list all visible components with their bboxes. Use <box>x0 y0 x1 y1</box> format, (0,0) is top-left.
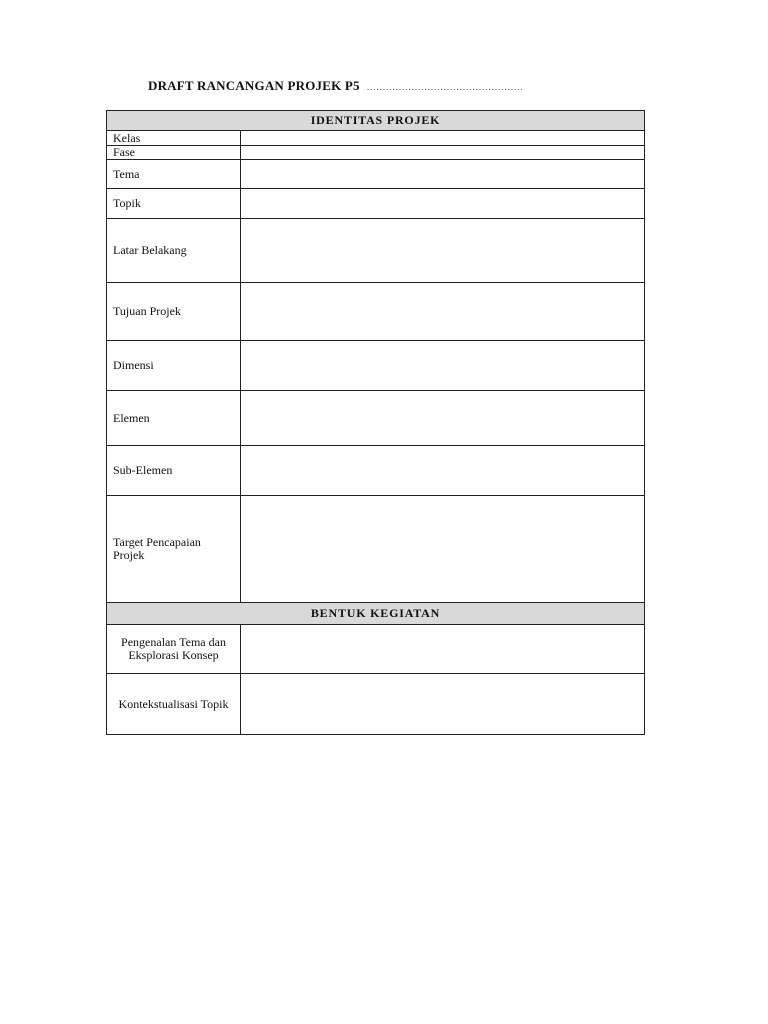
row-label-kontekstualisasi-topik: Kontekstualisasi Topik <box>107 674 241 735</box>
input-cell-kontekstualisasi-topik[interactable] <box>241 674 645 735</box>
row-label-topik: Topik <box>107 189 241 219</box>
row-label-tujuan-projek: Tujuan Projek <box>107 283 241 341</box>
row-label-tema: Tema <box>107 160 241 189</box>
row-label-target-pencapaian: Target Pencapaian Projek <box>107 496 241 603</box>
input-cell-fase[interactable] <box>241 146 645 160</box>
input-cell-elemen[interactable] <box>241 391 645 446</box>
identitas-header: IDENTITAS PROJEK <box>107 111 645 131</box>
title-fill-line: ................................................. <box>366 83 524 92</box>
form-row-fase <box>107 146 645 160</box>
input-cell-kelas[interactable] <box>241 131 645 146</box>
form-row-kontekstualisasi-topik <box>107 674 645 735</box>
form-row-sub-elemen <box>107 446 645 496</box>
row-label-dimensi: Dimensi <box>107 341 241 391</box>
form-row-topik <box>107 189 645 219</box>
row-label-pengenalan-tema: Pengenalan Tema dan Eksplorasi Konsep <box>107 625 241 674</box>
input-cell-tujuan-projek[interactable] <box>241 283 645 341</box>
input-cell-pengenalan-tema[interactable] <box>241 625 645 674</box>
document-title-row <box>148 78 524 94</box>
input-cell-dimensi[interactable] <box>241 341 645 391</box>
input-cell-target-pencapaian[interactable] <box>241 496 645 603</box>
row-label-sub-elemen: Sub-Elemen <box>107 446 241 496</box>
row-label-elemen: Elemen <box>107 391 241 446</box>
form-row-latar-belakang <box>107 219 645 283</box>
form-row-elemen <box>107 391 645 446</box>
form-row-pengenalan-tema <box>107 625 645 674</box>
row-label-fase: Fase <box>107 146 241 160</box>
input-cell-tema[interactable] <box>241 160 645 189</box>
document-title: DRAFT RANCANGAN PROJEK P5 <box>148 78 360 93</box>
form-row-tujuan-projek <box>107 283 645 341</box>
form-row-kelas <box>107 131 645 146</box>
row-label-latar-belakang: Latar Belakang <box>107 219 241 283</box>
form-row-dimensi <box>107 341 645 391</box>
input-cell-sub-elemen[interactable] <box>241 446 645 496</box>
project-form-table <box>106 110 645 735</box>
identitas-header-row <box>107 111 645 131</box>
form-row-target-pencapaian <box>107 496 645 603</box>
row-label-kelas: Kelas <box>107 131 241 146</box>
form-row-tema <box>107 160 645 189</box>
input-cell-latar-belakang[interactable] <box>241 219 645 283</box>
input-cell-topik[interactable] <box>241 189 645 219</box>
kegiatan-header: BENTUK KEGIATAN <box>107 603 645 625</box>
kegiatan-header-row <box>107 603 645 625</box>
